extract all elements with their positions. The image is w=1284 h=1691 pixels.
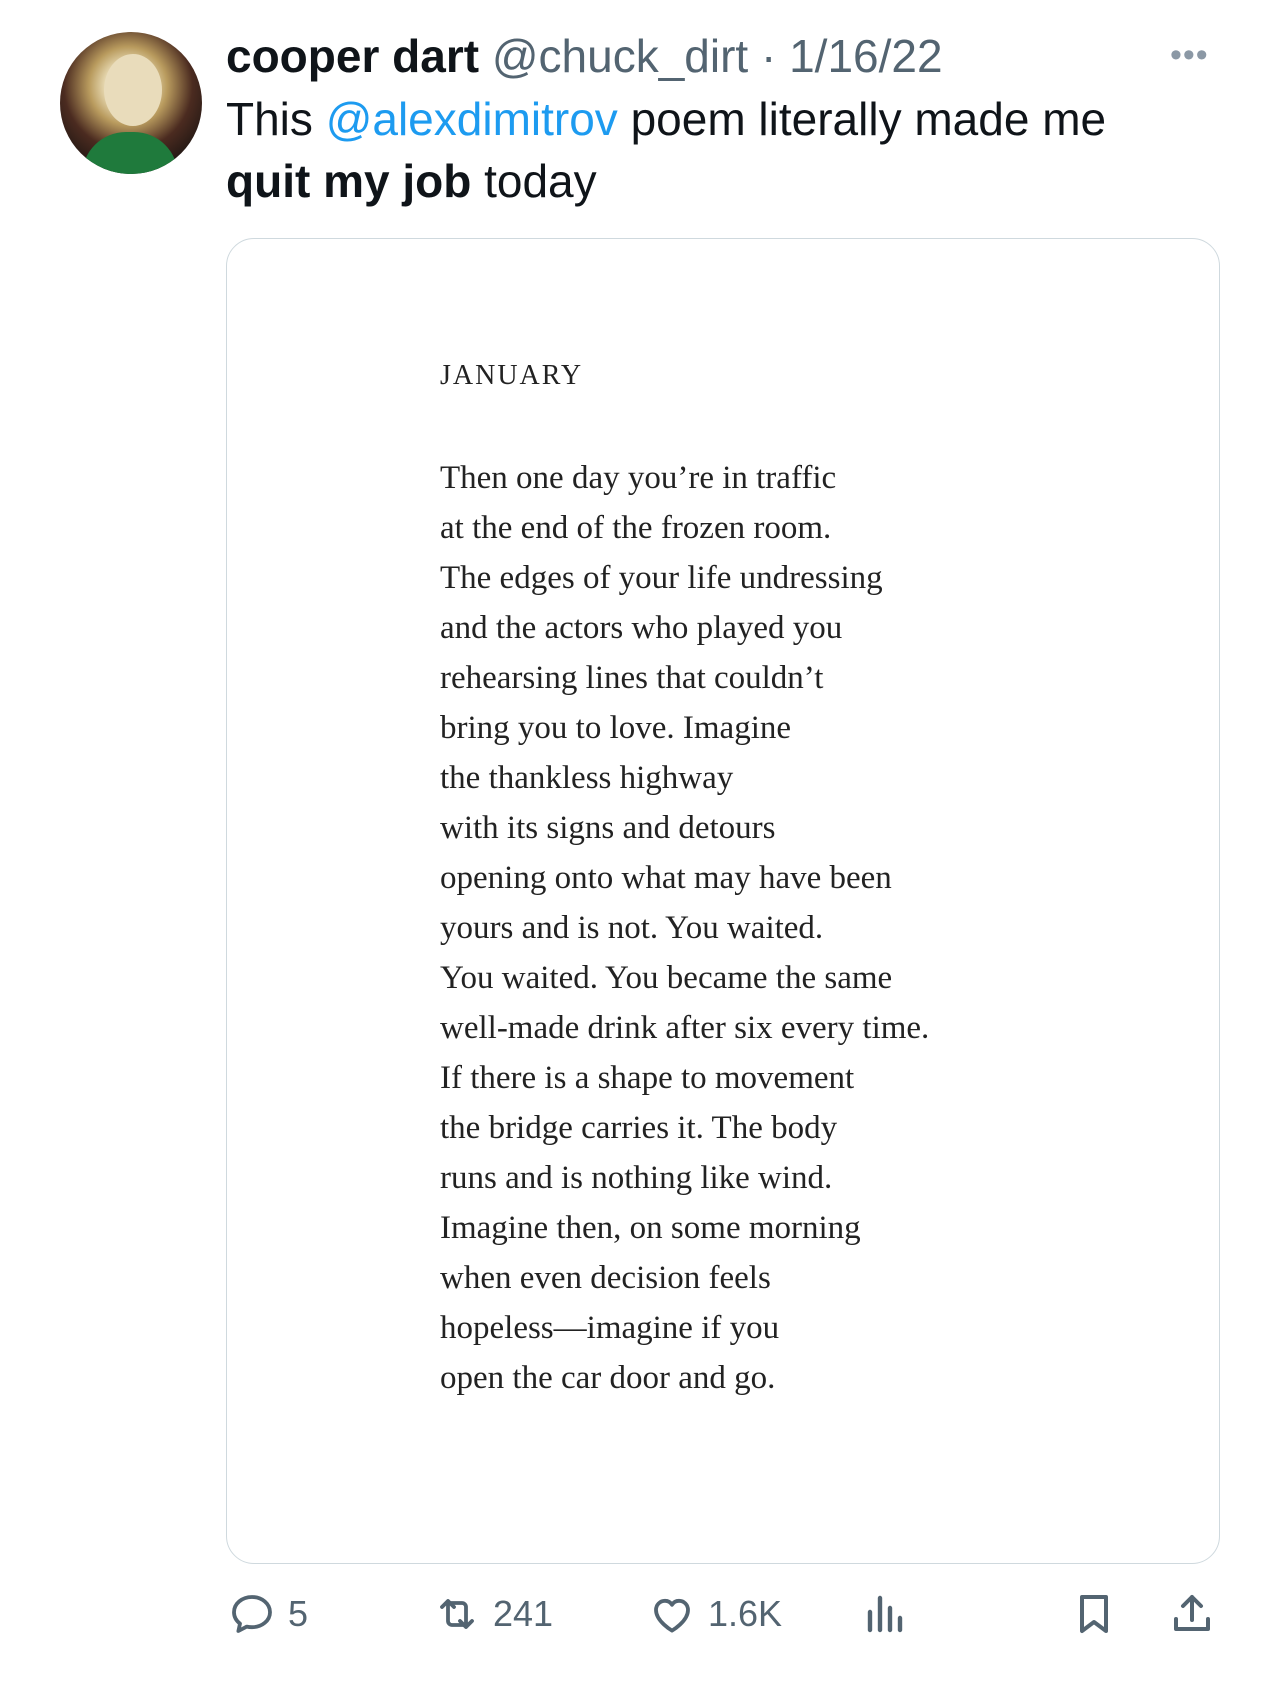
tweet-date[interactable]: 1/16/22: [789, 30, 943, 82]
share-button[interactable]: [1168, 1590, 1216, 1638]
poem-line: runs and is nothing like wind.: [440, 1160, 833, 1196]
retweet-icon: [433, 1590, 481, 1638]
reply-count: 5: [288, 1593, 309, 1634]
retweet-button[interactable]: [433, 1590, 553, 1638]
action-bar: [0, 1590, 1284, 1650]
poem-line: with its signs and detours: [440, 810, 776, 846]
share-icon: [1168, 1590, 1216, 1638]
tweet-text-start: This: [226, 93, 326, 145]
poem-line: at the end of the frozen room.: [440, 510, 832, 546]
like-button[interactable]: [648, 1590, 782, 1638]
like-count: 1.6K: [708, 1593, 783, 1634]
avatar[interactable]: [60, 32, 202, 174]
retweet-count: 241: [493, 1593, 554, 1634]
tweet-header: [226, 28, 943, 84]
poem-body: [440, 453, 929, 1403]
more-dots-icon[interactable]: •••: [1170, 36, 1209, 74]
poem-line: the thankless highway: [440, 760, 734, 796]
bookmark-button[interactable]: [1070, 1590, 1118, 1638]
tweet-text-bold: quit my job: [226, 155, 472, 207]
user-handle[interactable]: @chuck_dirt: [491, 30, 749, 82]
poem-line: The edges of your life undressing: [440, 560, 883, 596]
poem-line: If there is a shape to movement: [440, 1060, 855, 1096]
poem-line: yours and is not. You waited.: [440, 910, 824, 946]
poem-line: and the actors who played you: [440, 610, 843, 646]
tweet-text-end: today: [471, 155, 597, 207]
poem-line: Imagine then, on some morning: [440, 1210, 861, 1246]
tweet-text: [226, 88, 1206, 212]
poem-title: JANUARY: [440, 360, 584, 391]
avatar-shirt: [82, 132, 178, 174]
bookmark-icon: [1070, 1590, 1118, 1638]
poem-line: the bridge carries it. The body: [440, 1110, 838, 1146]
poem-line: bring you to love. Imagine: [440, 710, 792, 746]
header-separator: ·: [760, 30, 777, 82]
poem-line: when even decision feels: [440, 1260, 771, 1296]
poem-line: You waited. You became the same: [440, 960, 893, 996]
mention-link[interactable]: @alexdimitrov: [325, 93, 618, 145]
display-name[interactable]: cooper dart: [226, 30, 480, 82]
views-button[interactable]: [860, 1590, 908, 1638]
poem-line: opening onto what may have been: [440, 860, 892, 896]
poem-line: hopeless—imagine if you: [440, 1310, 780, 1346]
tweet-text-middle: poem literally made me: [617, 93, 1107, 145]
avatar-face: [104, 54, 162, 126]
poem-line: open the car door and go.: [440, 1360, 776, 1396]
poem-line: Then one day you’re in traffic: [440, 460, 837, 496]
reply-icon: [228, 1590, 276, 1638]
views-chart-icon: [860, 1590, 908, 1638]
reply-button[interactable]: [228, 1590, 308, 1638]
heart-icon: [648, 1590, 696, 1638]
poem-line: rehearsing lines that couldn’t: [440, 660, 824, 696]
poem-line: well-made drink after six every time.: [440, 1010, 930, 1046]
